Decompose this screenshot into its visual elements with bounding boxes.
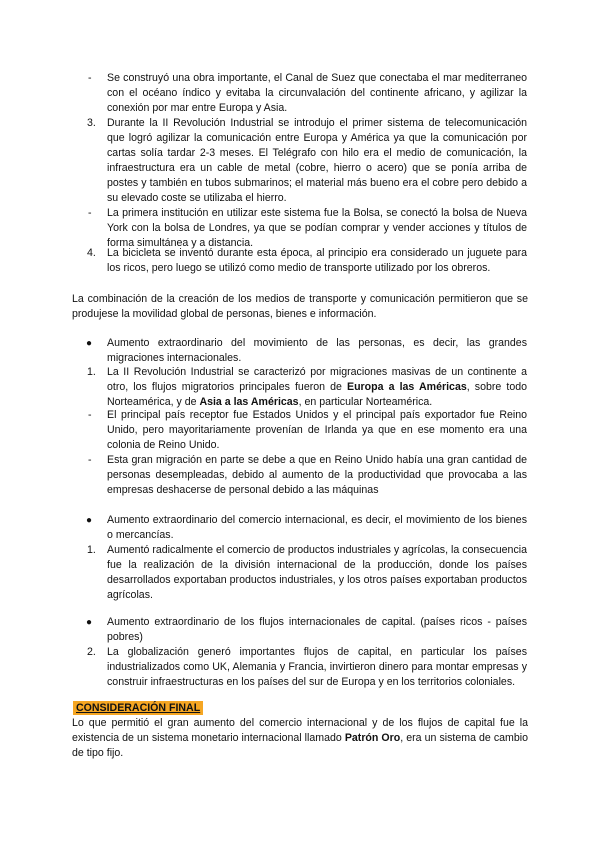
paragraph-telegraph: Durante la II Revolución Industrial se introdujo el primer sistema de telecomunicación que logró agilizar la comunicación entre Europa y América ya que la comunicación por cartas solía tardar 2-3 meses. El Telégrafo con hilo era el medio de comunicación, la infraestructura era un cable de metal (cobre, hierro o acero) que se ponía arriba de postes y también en tubos submarinos; el material más bueno era el cobre pero debido a su elevado coste se utilizaba el hierro. [107,117,527,204]
paragraph-people-movement: Aumento extraordinario del movimiento de las personas, es decir, las grandes migraciones internacionales. [107,337,527,364]
bullet-marker: ● [86,515,93,526]
dash-marker: - [88,207,92,219]
list-number-1: 1. [87,544,96,556]
asia-americas-bold: Asia a las Américas [199,396,299,408]
paragraph-stock-exchange: La primera institución en utilizar este sistema fue la Bolsa, se conectó la bolsa de Nueva York con la bolsa de Londres, ya que se podían comprar y vender acciones y títulos de forma simultánea y a distancia. [107,207,527,249]
europe-americas-bold: Europa a las Américas [347,381,467,393]
paragraph-trade-growth: Aumento extraordinario del comercio internacional, es decir, el movimiento de los bienes o mercancías. [107,514,527,541]
paragraph-global-mobility: La combinación de la creación de los medios de transporte y comunicación permitieron que se produjese la movilidad global de personas, bienes e información. [72,293,528,320]
list-number-2: 2. [87,646,96,658]
bullet-marker: ● [86,617,93,628]
paragraph-capital-flows: Aumento extraordinario de los flujos internacionales de capital. (países ricos - países pobres) [107,616,527,643]
bullet-marker: ● [86,338,93,349]
paragraph-unemployment: Esta gran migración en parte se debe a que en Reino Unido había una gran cantidad de personas desempleadas, debido al aumento de la productividad que provocaba a las empresas deshacerse de personal debido a las máquinas [107,454,527,496]
migrations-text-end: , en particular Norteamérica. [298,396,433,408]
migrations-text-start: La II Revolución Industrial se caracterizó por migraciones masivas de un continente a otro, los flujos migratorios principales fueron de [107,366,527,393]
paragraph-migrations [107,365,527,410]
dash-marker: - [88,409,92,421]
gold-standard-text-end: , era un sistema de cambio de tipo fijo. [72,732,528,759]
paragraph-suez-canal: Se construyó una obra importante, el Canal de Suez que conectaba el mar mediterraneo con el océano índico y evitaba la circunvalación del continente africano, y agilizar la conexión por mar entre Europa y Asia. [107,72,527,114]
paragraph-industrial-trade: Aumentó radicalmente el comercio de productos industriales y agrícolas, la consecuencia fue la realización de la división internacional de la producción, donde los países desarrollados exportaban productos industriales, y los otros países exportaban productos agrícolas. [107,544,527,601]
paragraph-bicycle: La bicicleta se inventó durante esta época, al principio era considerado un juguete para los ricos, pero luego se utilizó como medio de transporte utilizado por los obreros. [107,247,527,274]
paragraph-globalization-capital: La globalización generó importantes flujos de capital, en particular los países industrializados como UK, Alemania y Francia, invirtieron dinero para montar empresas y construir infraestructuras en los países del sur de Europa y en los territorios coloniales. [107,646,527,688]
gold-standard-text-start: Lo que permitió el gran aumento del comercio internacional y de los flujos de capital fue la existencia de un sistema monetario internacional llamado [72,717,528,744]
section-heading-final: CONSIDERACIÓN FINAL [73,701,203,715]
list-number-4: 4. [87,247,96,259]
dash-marker: - [88,72,92,84]
list-number-1: 1. [87,366,96,378]
list-number-3: 3. [87,117,96,129]
dash-marker: - [88,454,92,466]
migrations-text-mid: , sobre todo Norteamérica, y de [107,381,527,408]
paragraph-gold-standard [72,716,528,761]
paragraph-receiver-country: El principal país receptor fue Estados Unidos y el principal país exportador fue Reino Unido, pero mayoritariamente provenían de Irlanda ya que en ese momento era una colonia de Reino Unido. [107,409,527,451]
gold-standard-bold: Patrón Oro [344,732,401,744]
